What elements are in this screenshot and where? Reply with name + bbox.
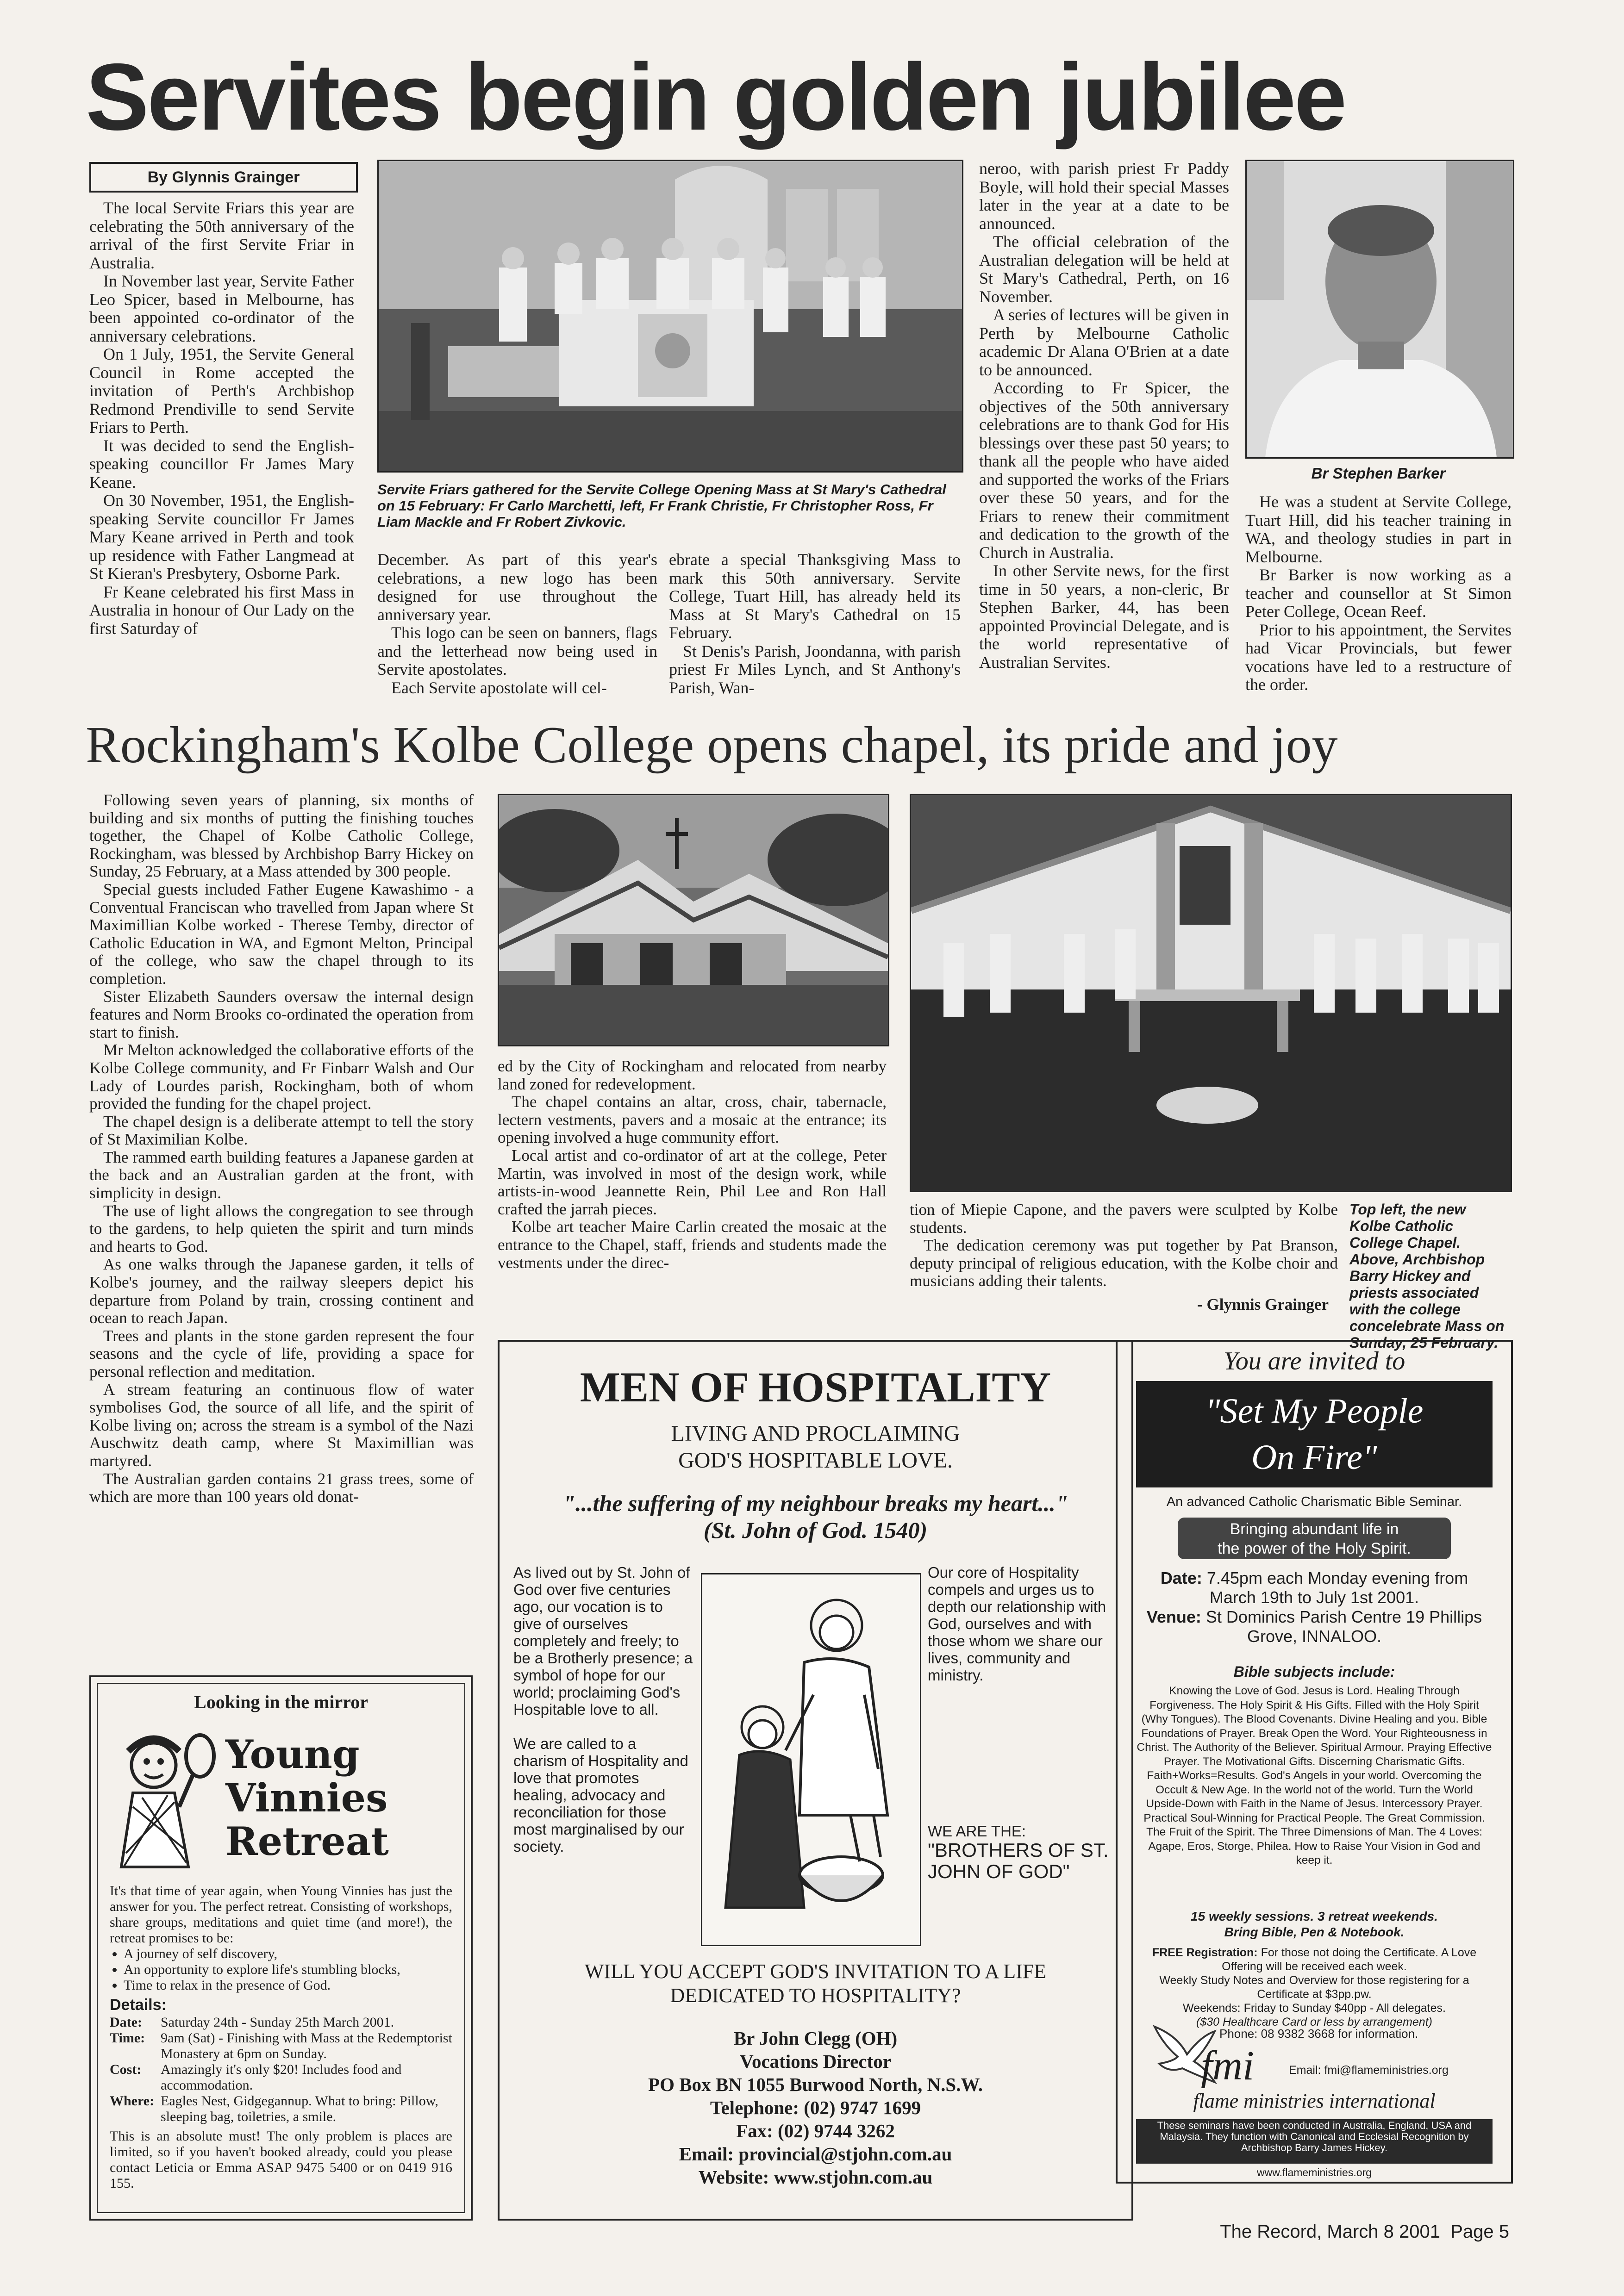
st-john-washing-feet-icon: [702, 1574, 920, 1945]
quote-line: "...the suffering of my neighbour breaks my heart...": [562, 1490, 1068, 1516]
fmi-invited: You are invited to: [1223, 1347, 1405, 1375]
article1-column-3: [669, 551, 961, 697]
bullet-item: • Time to relax in the presence of God.: [124, 1978, 452, 1993]
fmi-subjects: Knowing the Love of God. Jesus is Lord. Healing Through Forgiveness. The Holy Spirit & His Gifts. Filled with the Holy Spirit (Why Tongues). The Blood Covenants. Divine Healing and you. Bible Foundations of Prayer. Break Open the Word. Your Righteousness in Christ. The Authority of the Believer. Spiritual Armour. Praying Effective Prayer. The Motivational Gifts. Discerning Charismatic Gifts. Faith+Works=Results. God's Angels in your world. Overcoming the Occult & New Age. In the world not of the world. Turn the World Upside-Down with Faith in the Name of Jesus. Intercessory Prayer. Practical Soul-Winning for Practical People. The Great Commission. The Fruit of the Spirit. The Three Dimensions of Man. The 4 Loves: Agape, Eros, Storge, Philea. How to Raise Your Vision in God and keep it.: [1137, 1685, 1492, 1867]
paragraph: Prior to his appointment, the Servites had Vicar Provincials, but fewer vocations have led to a restructure of the order.: [1245, 620, 1512, 694]
paragraph: The rammed earth building features a Japanese garden at the back and an Australian garden at the front, with simplicity in design.: [89, 1148, 474, 1202]
article2-column-3: [910, 1201, 1338, 1314]
fmi-phone: Phone: 08 9382 3668 for information.: [1219, 2027, 1418, 2041]
fmi-reg: [1136, 1946, 1493, 1973]
fmi-subjects-heading: Bible subjects include:: [1233, 1663, 1395, 1680]
paragraph: On 30 November, 1951, the English-speaking Servite councillor Fr James Mary Keane arrived in Perth and took up residence with Father Langmead at St Kieran's Presbytery, Osborne Park.: [89, 491, 354, 583]
fmi-org: flame ministries international: [1193, 2090, 1436, 2112]
contact-name: Br John Clegg (OH): [733, 2028, 898, 2049]
ad-bullets: [110, 1946, 452, 1993]
hospitality-invitation: [500, 1960, 1131, 2008]
ad-kicker: Looking in the mirror: [194, 1692, 368, 1712]
bullet-item: • An opportunity to explore life's stumbling blocks,: [124, 1962, 452, 1978]
details-heading: Details:: [110, 1996, 167, 2014]
paragraph: The dedication ceremony was put together by Pat Branson, deputy principal of religious education, with the Kolbe choir and musicians adding their talents.: [910, 1236, 1338, 1290]
banner-line: the power of the Holy Spirit.: [1218, 1540, 1411, 1557]
hospitality-right-text: [928, 1564, 1118, 1882]
fmi-title-line: On Fire": [1251, 1438, 1377, 1477]
headline-servites: Servites begin golden jubilee: [86, 44, 1345, 150]
hospitality-contact: [500, 2027, 1131, 2189]
paragraph: ed by the City of Rockingham and relocated from nearby land zoned for redevelopment.: [498, 1057, 887, 1093]
paragraph: He was a student at Servite College, Tuart Hill, did his teacher training in WA, and theology studies in part in Melbourne.: [1245, 492, 1512, 566]
hospitality-quote: [500, 1490, 1131, 1543]
detail-value: 9am (Sat) - Finishing with Mass at the Redemptorist Monastery at 6pm on Sunday.: [161, 2030, 452, 2061]
st-john-illustration-frame: [701, 1573, 921, 1946]
paragraph: Each Servite apostolate will cel-: [391, 678, 607, 697]
article1-column-4: [979, 160, 1229, 672]
hospitality-title: MEN OF HOSPITALITY: [580, 1363, 1051, 1411]
fmi-weekends-note: ($30 Healthcare Card or less by arrangement): [1196, 2016, 1432, 2028]
ad-intro: It's that time of year again, when Young Vinnies has just the answer for you. The perfect retreat. Consisting of workshops, share groups, meditations and quiet time (and more!), the retreat promises to be:: [110, 1883, 452, 1946]
paragraph: Fr Keane celebrated his first Mass in Australia in honour of Our Lady on the first Saturday of: [89, 582, 354, 638]
fmi-email: Email: fmi@flameministries.org: [1289, 2064, 1449, 2077]
left-paragraph: As lived out by St. John of God over five centuries ago, our vocation is to give of ourselves completely and freely; to be a Brotherly presence; a symbol of hope for our world; proclaiming God's Hospitable love to all.: [513, 1564, 693, 1718]
fmi-notes: Weekly Study Notes and Overview for those registering for a Certificate at $3pp.pw.: [1159, 1974, 1469, 2001]
article2-column-2: [498, 1058, 887, 1272]
page-footer: The Record, March 8 2001 Page 5: [1220, 2221, 1509, 2242]
fmi-title-line: "Set My People: [1205, 1392, 1424, 1431]
sessions-line: Bring Bible, Pen & Notebook.: [1224, 1925, 1405, 1939]
contact-address: PO Box BN 1055 Burwood North, N.S.W.: [648, 2074, 983, 2095]
paragraph: As one walks through the Japanese garden, it tells of Kolbe's journey, and the railway sleepers depict his departure from Poland by train, crossing continent and ocean to reach Japan.: [89, 1255, 474, 1327]
right-paragraph: Our core of Hospitality compels and urges us to depth our relationship with God, ourselves and with those whom we share our lives, community and ministry.: [928, 1564, 1106, 1684]
bullet-item: • A journey of self discovery,: [124, 1946, 452, 1962]
quote-line: (St. John of God. 1540): [703, 1517, 928, 1543]
fmi-logo: fmi: [1201, 2043, 1255, 2089]
paragraph: Mr Melton acknowledged the collaborative efforts of the Kolbe College community, and Fr Finbarr Walsh and Our Lady of Lourdes parish, Rockingham, both of whom provided the funding for the chapel project.: [89, 1041, 474, 1113]
kolbe-photo-caption: Top left, the new Kolbe Catholic College Chapel. Above, Archbishop Barry Hickey and priests associated with the college concelebrate Mass on Sunday, 25 February.: [1349, 1201, 1505, 1351]
paragraph: Br Barker is now working as a teacher and counsellor at St Simon Peter College, Ocean Reef.: [1245, 566, 1512, 621]
paragraph: This logo can be seen on banners, flags and the letterhead now being used in Servite apostolates.: [377, 623, 657, 678]
subtitle-line: GOD'S HOSPITABLE LOVE.: [678, 1448, 953, 1473]
headline-kolbe-chapel: Rockingham's Kolbe College opens chapel, its pride and joy: [86, 716, 1338, 774]
paragraph: The chapel design is a deliberate attempt to tell the story of St Maximilian Kolbe.: [89, 1112, 474, 1149]
reg-text: For those not doing the Certificate. A Love Offering will be received each week.: [1222, 1946, 1477, 1973]
byline-box: [89, 162, 358, 193]
venue-label: Venue:: [1146, 1607, 1201, 1626]
sessions-line: 15 weekly sessions. 3 retreat weekends.: [1191, 1909, 1438, 1923]
paragraph: The use of light allows the congregation to see through to the gardens, to help quieten the spirit and turn minds and hearts to God.: [89, 1201, 474, 1256]
servite-friars-photo: [377, 160, 963, 473]
detail-value: Amazingly it's only $20! Includes food and accommodation.: [161, 2062, 402, 2093]
paragraph: ebrate a special Thanksgiving Mass to mark this 50th anniversary. Servite College, Tuart Hill, has already held its Mass at St Mary's Cathedral on 15 February.: [669, 550, 961, 642]
contact-website: Website: www.stjohn.com.au: [698, 2166, 933, 2188]
brothers-label: "BROTHERS OF ST. JOHN OF GOD": [928, 1839, 1109, 1882]
paragraph: In other Servite news, for the first time in 50 years, a non-cleric, Br Stephen Barker, 44, has been appointed Provincial Delegate, and is the world representative of Australian Servites.: [979, 561, 1229, 672]
venue-value: St Dominics Parish Centre 19 Phillips Grove, INNALOO.: [1206, 1607, 1482, 1646]
article1-column-1: [89, 199, 354, 638]
fmi-date: [1145, 1568, 1483, 1607]
paragraph: The Australian garden contains 21 grass trees, some of which are more than 100 years old donat-: [89, 1469, 474, 1506]
date-label: Date:: [1160, 1568, 1202, 1587]
altar-scene-illustration: [379, 161, 962, 471]
fmi-tagline: An advanced Catholic Charismatic Bible Seminar.: [1166, 1494, 1462, 1509]
detail-label: Date:: [110, 2015, 142, 2030]
article2-column-1: [89, 791, 474, 1506]
reg-label: FREE Registration:: [1152, 1946, 1258, 1959]
paragraph: A stream featuring an continuous flow of water symbolises God, the source of all life, and the spirit of Kolbe living on; across the stream is a symbol of the Nazi Auschwitz death camp, where St Maximillian was martyred.: [89, 1380, 474, 1470]
portrait-caption: Br Stephen Barker: [1311, 465, 1446, 482]
byline: By Glynnis Grainger: [147, 168, 300, 186]
detail-label: Cost:: [110, 2062, 142, 2077]
detail-cost: [110, 2062, 452, 2093]
mirror-figure-icon: [114, 1728, 221, 1876]
contact-fax: Fax: (02) 9744 3262: [736, 2120, 895, 2141]
paragraph: Local artist and co-ordinator of art at the college, Peter Martin, was involved in most of the design work, while artists-in-wood Jeannette Rein, Phil Lee and Ron Hall crafted the jarrah pieces.: [498, 1146, 887, 1218]
paragraph: Special guests included Father Eugene Kawashimo - a Conventual Franciscan who travelled from Japan where St Maximillian Kolbe worked - Therese Temby, director of Catholic Education in WA, and Egmont Melton, Principal of the college, who saw the chapel through to its completion.: [89, 880, 474, 988]
set-my-people-on-fire-ad: [1116, 1340, 1513, 2184]
detail-label: Where:: [110, 2093, 155, 2109]
paragraph: Following seven years of planning, six months of building and six months of putting the finishing touches together, the Chapel of Kolbe Catholic College, Rockingham, was blessed by Archbishop Barry Hickey on Sunday, 25 February, at a Mass attended by 300 people.: [89, 791, 474, 881]
ad-body: [110, 1883, 452, 2191]
stephen-barker-portrait: [1245, 160, 1514, 459]
paragraph: St Denis's Parish, Joondanna, with parish priest Fr Miles Lynch, and St Anthony's Parish, Wan-: [669, 641, 961, 697]
portrait-illustration: [1247, 161, 1513, 457]
paragraph: According to Fr Spicer, the objectives of the 50th anniversary celebrations are to thank God for His blessings over these past 50 years; to thank all the people who have aided and supported the works of the Friars over these 50 years, and for the Friars to renew their commitment and dedication to the growth of the Church in Australia.: [979, 379, 1229, 562]
fmi-holy-spirit-banner: [1178, 1518, 1451, 1559]
paragraph: A series of lectures will be given in Perth by Melbourne Catholic academic Dr Alana O'Brien at a date to be announced.: [979, 305, 1229, 379]
invite-line: DEDICATED TO HOSPITALITY?: [670, 1984, 961, 2007]
hospitality-left-text: [513, 1564, 694, 1855]
paragraph: Kolbe art teacher Maire Carlin created the mosaic at the entrance to the Chapel, staff, friends and students made the vestments under the direc-: [498, 1218, 887, 1272]
signoff-text: - Glynnis Grainger: [1197, 1295, 1329, 1313]
paragraph: Trees and plants in the stone garden represent the four seasons and the cycle of life, providing a space for personal reflection and meditation.: [89, 1326, 474, 1381]
fmi-venue: [1145, 1607, 1483, 1646]
we-are-label: WE ARE THE:: [928, 1823, 1026, 1840]
servite-photo-caption: Servite Friars gathered for the Servite College Opening Mass at St Mary's Cathedral on 15 February: Fr Carlo Marchetti, left, Fr Frank Christie, Fr Christopher Ross, Fr Liam Mackle and Fr Robert Zivkovic.: [377, 481, 946, 530]
contact-role: Vocations Director: [740, 2051, 891, 2072]
kolbe-chapel-mass-photo: [910, 794, 1512, 1192]
hospitality-subtitle: [500, 1420, 1131, 1474]
paragraph: December. As part of this year's celebrations, a new logo has been designed for use throughout the anniversary year.: [377, 550, 657, 624]
title-line: Young: [225, 1731, 360, 1777]
ad-footer: This is an absolute must! The only problem is places are limited, so if you haven't booked already, could you please contact Leticia or Emma ASAP 9475 5400 or on 0419 916 155.: [110, 2128, 452, 2191]
detail-value: Saturday 24th - Sunday 25th March 2001.: [161, 2015, 394, 2030]
title-line: Retreat: [225, 1818, 389, 1864]
invite-line: WILL YOU ACCEPT GOD'S INVITATION TO A LIFE: [584, 1960, 1047, 1983]
ad-title: [225, 1733, 457, 1863]
paragraph: tion of Miepie Capone, and the pavers were sculpted by Kolbe students.: [910, 1201, 1338, 1237]
detail-date: [110, 2015, 452, 2030]
fmi-weekends: Weekends: Friday to Sunday $40pp - All delegates.: [1183, 2002, 1446, 2015]
paragraph: The official celebration of the Australian delegation will be held at St Mary's Cathedral, Perth, on 16 November.: [979, 232, 1229, 306]
banner-line: Bringing abundant life in: [1230, 1520, 1399, 1538]
detail-time: [110, 2030, 452, 2062]
chapel-exterior-illustration: [499, 795, 888, 1045]
chapel-mass-illustration: [911, 795, 1511, 1191]
article1-column-5: [1245, 493, 1512, 694]
paragraph: In November last year, Servite Father Leo Spicer, based in Melbourne, has been appointed co-ordinator of the anniversary celebrations.: [89, 272, 354, 345]
men-of-hospitality-ad: [498, 1340, 1133, 2221]
paragraph: It was decided to send the English-speaking councillor Fr James Mary Keane.: [89, 436, 354, 492]
fmi-footer: These seminars have been conducted in Australia, England, USA and Malaysia. They function with Canonical and Ecclesial Recognition by Archbishop Barry James Hickey.: [1136, 2119, 1493, 2164]
fmi-sessions: [1118, 1909, 1511, 1940]
subtitle-line: LIVING AND PROCLAIMING: [671, 1421, 960, 1446]
detail-where: [110, 2093, 452, 2125]
paragraph: The chapel contains an altar, cross, chair, tabernacle, lectern vestments, pavers and a mosaic at the entrance; its opening involved a huge community effort.: [498, 1093, 887, 1147]
kolbe-chapel-exterior-photo: [498, 794, 889, 1046]
contact-phone: Telephone: (02) 9747 1699: [710, 2097, 921, 2118]
young-vinnies-retreat-ad: [89, 1675, 473, 2221]
paragraph: On 1 July, 1951, the Servite General Council in Rome accepted the invitation of Perth's Archbishop Redmond Prendiville to send Servite Friars to Perth.: [89, 345, 354, 436]
signoff: [910, 1296, 1338, 1314]
paragraph: The local Servite Friars this year are celebrating the 50th anniversary of the arrival of the first Servite Friar in Australia.: [89, 199, 354, 272]
fmi-date-venue: [1145, 1568, 1483, 1646]
fmi-website: www.flameministries.org: [1257, 2166, 1372, 2178]
title-line: Vinnies: [225, 1775, 388, 1821]
detail-value: Eagles Nest, Gidgegannup. What to bring: Pillow, sleeping bag, toiletries, a smile.: [161, 2093, 438, 2124]
paragraph: neroo, with parish priest Fr Paddy Boyle, will hold their special Masses later in the year at a date to be announced.: [979, 159, 1229, 233]
paragraph: Sister Elizabeth Saunders oversaw the internal design features and Norm Brooks co-ordinated the operation from start to finish.: [89, 987, 474, 1041]
detail-label: Time:: [110, 2030, 145, 2046]
contact-email: Email: provincial@stjohn.com.au: [679, 2143, 952, 2165]
fmi-registration: [1136, 1946, 1493, 2029]
date-value: 7.45pm each Monday evening from March 19th to July 1st 2001.: [1206, 1568, 1468, 1607]
left-paragraph: We are called to a charism of Hospitality and love that promotes healing, advocacy and reconciliation for those most marginalised by our society.: [513, 1735, 688, 1855]
article1-column-2: [377, 551, 657, 697]
fmi-title-banner: [1136, 1381, 1493, 1487]
